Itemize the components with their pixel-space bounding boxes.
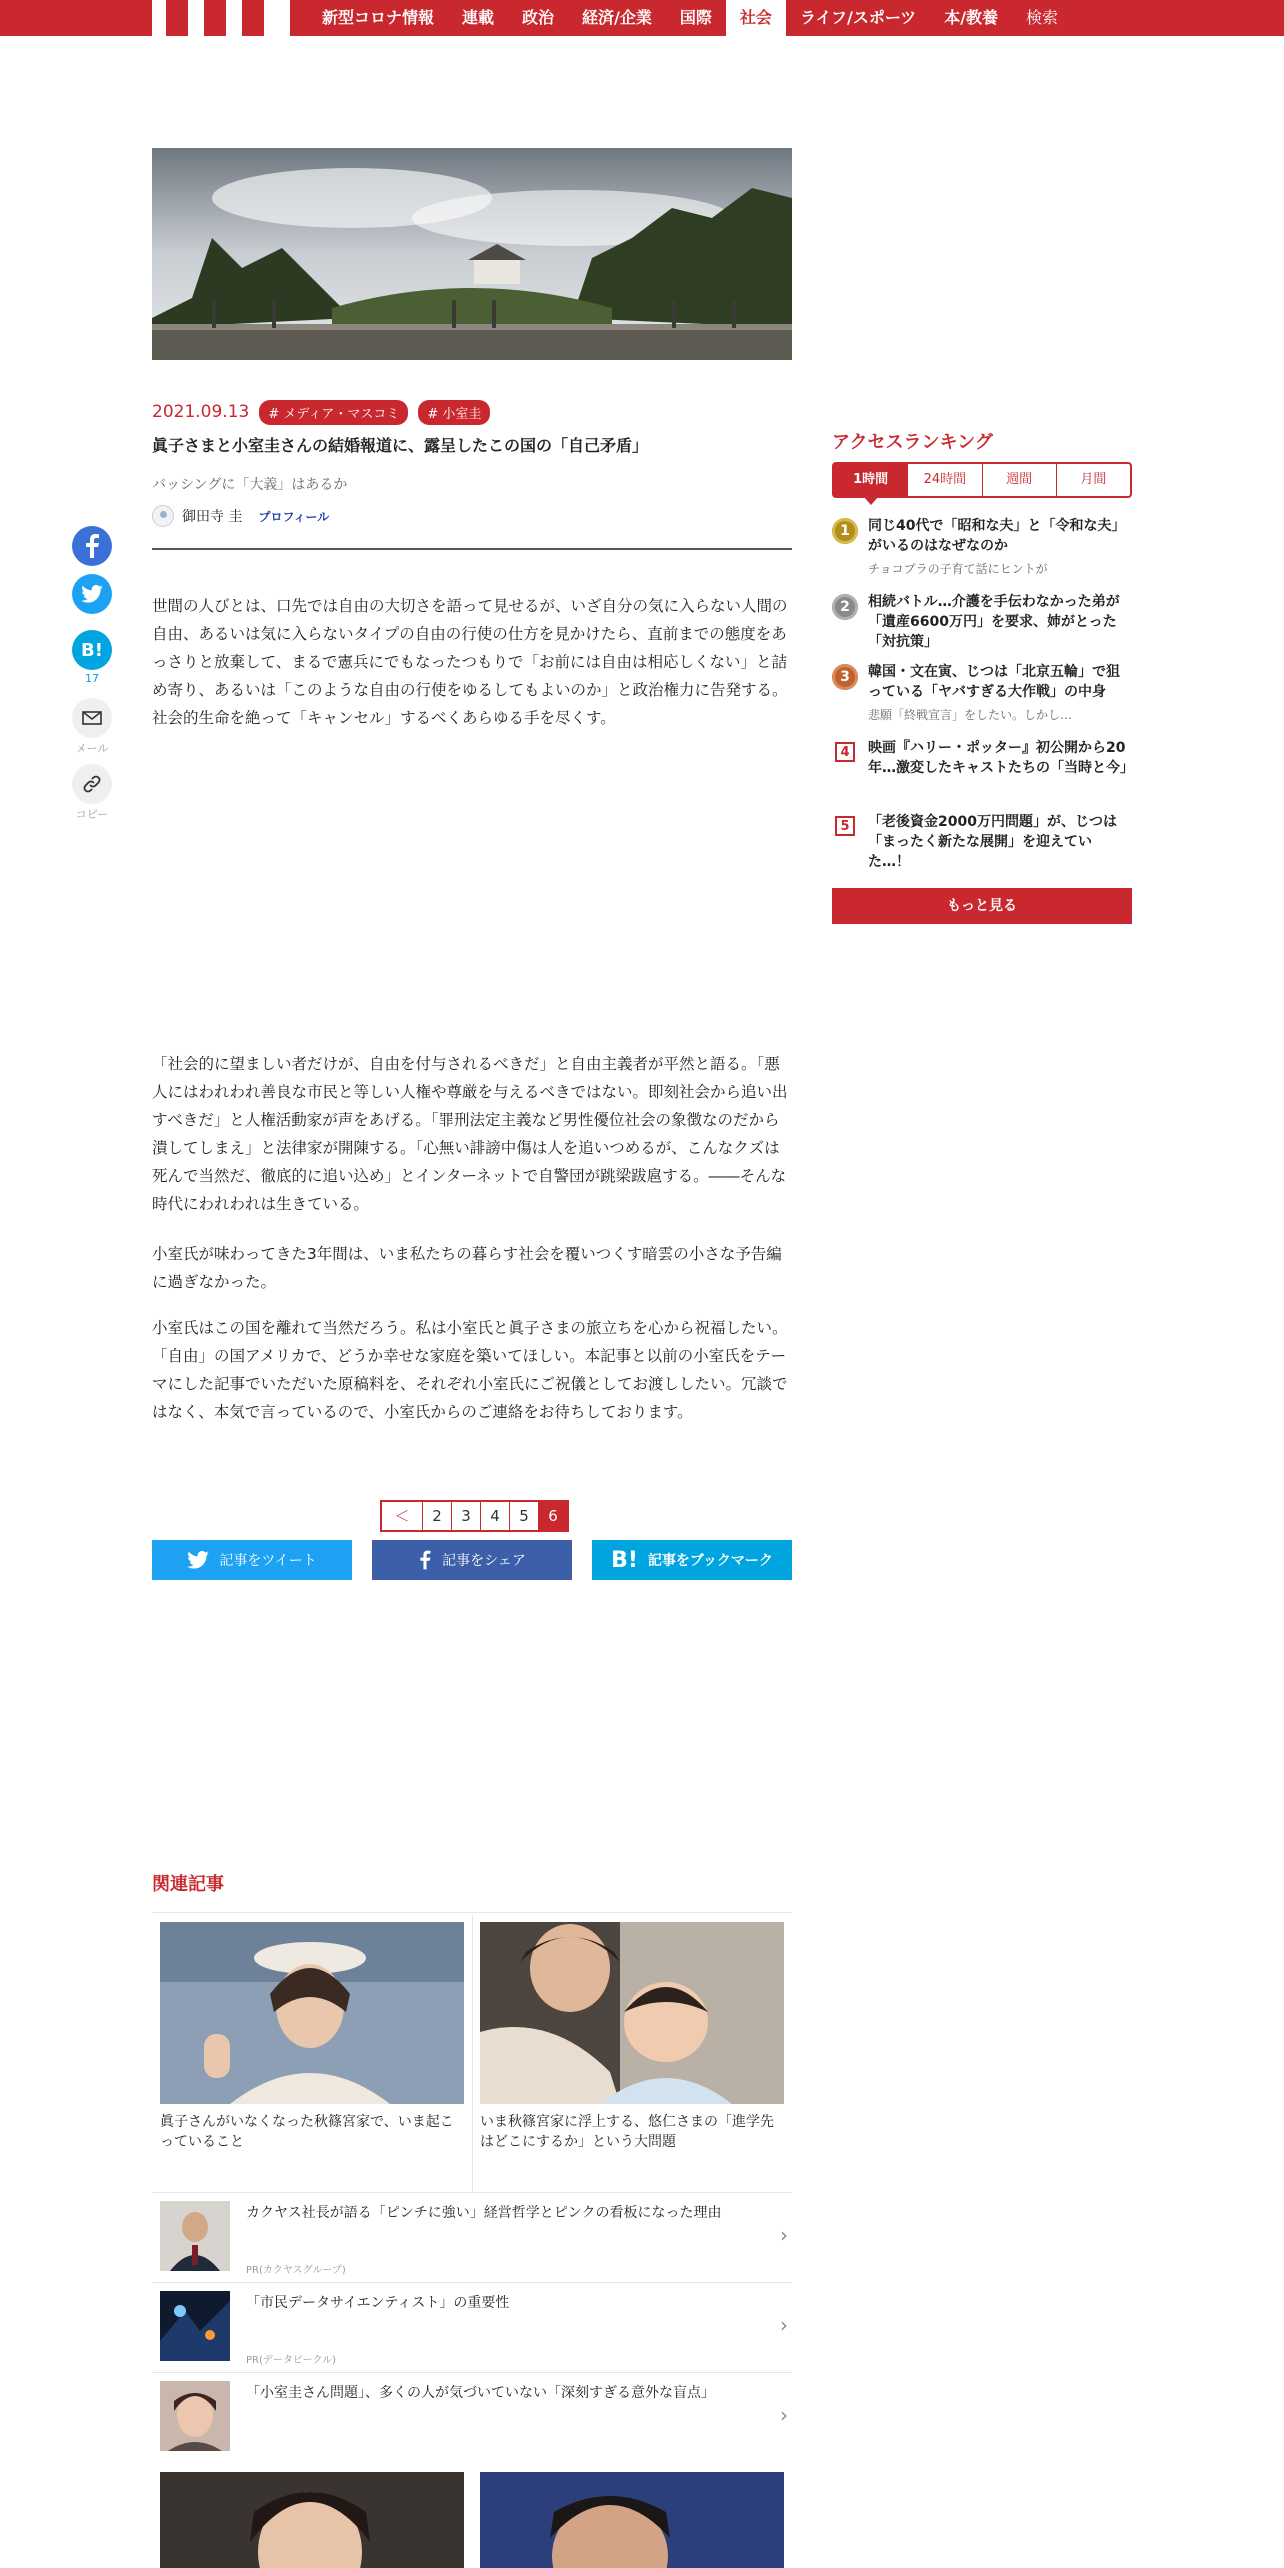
share-button-label: 記事をシェア [442, 1553, 526, 1569]
related-list-thumb [160, 2381, 230, 2451]
ranking-tabs [832, 462, 1132, 498]
related-card-image [160, 1922, 464, 2104]
article-paragraph: 小室氏はこの国を離れて当然だろう。私は小室氏と眞子さまの旅立ちを心から祝福したい。「自由」の国アメリカで、どうか幸せな家庭を築いてほしい。本記事と以前の小室氏をテーマにした記事でいただいた原稿料を、それぞれ小室氏にご祝儀としてお渡ししたい。冗談ではなく、本気で言っているので、小室氏からのご連絡をお待ちしております。 [152, 1319, 788, 1421]
twitter-icon [72, 574, 112, 614]
author-name: 御田寺 圭 [182, 509, 243, 525]
ranking-headline: 相続バトル…介護を手伝わなかった弟が「遺産6600万円」を要求、姉がとった「対抗策」 [868, 594, 1120, 650]
site-logo[interactable] [152, 0, 290, 36]
rank-badge: 1 [832, 518, 858, 544]
article-paragraph: 小室氏が味わってきた3年間は、いま私たちの暮らす社会を覆いつくす暗雲の小さな予告編に過ぎなかった。 [152, 1245, 782, 1291]
related-title: 関連記事 [152, 1874, 224, 1895]
pagination-page[interactable]: 5 [509, 1502, 538, 1530]
ranking-headline: 「老後資金2000万円問題」が、じつは「まったく新たな展開」を迎えていた…！ [868, 814, 1117, 870]
related-divider [152, 1912, 792, 1913]
related-card-divider [472, 1916, 473, 2192]
share-mail[interactable] [70, 698, 114, 756]
tweet-button[interactable] [152, 1540, 352, 1580]
main-nav [308, 0, 1072, 36]
related-list-item[interactable] [152, 2372, 792, 2462]
ranking-item[interactable] [832, 812, 1132, 872]
related-card-image[interactable] [160, 2472, 464, 2568]
pr-label: PR(カクヤスグループ) [246, 2265, 346, 2276]
twitter-icon [187, 1551, 209, 1569]
nav-item-corona[interactable]: 新型コロナ情報 [322, 8, 435, 27]
share-copy-link[interactable] [70, 764, 114, 822]
ranking-item[interactable] [832, 516, 1132, 577]
rank-badge: 2 [832, 594, 858, 620]
related-list-text: カクヤス社長が語る「ピンチに強い」経営哲学とピンクの看板になった理由 [246, 2205, 722, 2221]
related-card-caption: 眞子さんがいなくなった秋篠宮家で、いま起こっていること [160, 2114, 454, 2150]
nav-item-politics[interactable]: 政治 [522, 8, 555, 27]
top-nav-bar [0, 0, 1284, 36]
chevron-right-icon: › [780, 2313, 788, 2337]
related-list-text: 「小室圭さん問題」、多くの人が気づいていない「深刻すぎる意外な盲点」 [246, 2385, 715, 2401]
ranking-sub: チョコプラの子育て話にヒントが [868, 562, 1048, 576]
ranking-sub: 悲願「終戦宣言」をしたい。しかし… [868, 708, 1073, 722]
bookmark-button-label: 記事をブックマーク [647, 1553, 773, 1569]
rank-badge: 5 [835, 816, 855, 836]
pagination-page[interactable]: 2 [422, 1502, 451, 1530]
title-divider [152, 548, 792, 550]
nav-item-economy[interactable]: 経済/企業 [582, 8, 652, 27]
author-avatar [152, 505, 174, 527]
article-paragraph: 「社会的に望ましい者だけが、自由を付与されるべきだ」と自由主義者が平然と語る。「悪人にはわれわれ善良な市民と等しい人権や尊厳を与えるべきではない。即刻社会から追い出すべきだ」と人権活動家が声をあげる。「罪刑法定主義など男性優位社会の象徴なのだから潰してしまえ」と法律家が開陳する。「心無い誹謗中傷は人を追いつめるが、こんなクズは死んで当然だ、徹底的に追い込め」とインターネットで自警団が跳梁跋扈する。――そんな時代にわれわれは生きている。 [152, 1055, 788, 1213]
profile-link[interactable]: プロフィール [258, 509, 330, 524]
pagination-page[interactable]: 3 [451, 1502, 480, 1530]
related-card-image[interactable] [480, 2472, 784, 2568]
related-list-item[interactable] [152, 2192, 792, 2282]
ranking-tab-month[interactable]: 月間 [1056, 464, 1130, 496]
ranking-tab-1h[interactable]: 1時間 [834, 464, 907, 496]
ranking-item[interactable] [832, 662, 1132, 723]
nav-search-link[interactable]: 検索 [1026, 8, 1059, 27]
share-hatena[interactable] [70, 630, 114, 685]
facebook-icon [72, 526, 112, 566]
related-list-thumb [160, 2291, 230, 2361]
hatena-count: 17 [85, 672, 99, 685]
nav-item-society[interactable]: 社会 [726, 0, 786, 36]
share-facebook[interactable] [70, 526, 114, 566]
author-line [152, 504, 329, 528]
hatena-bookmark-icon: B! [72, 630, 112, 670]
article-date: 2021.09.13 [152, 402, 250, 422]
hatena-bookmark-icon: B! [611, 1547, 638, 1573]
copy-label: コピー [75, 808, 109, 821]
mail-icon [72, 698, 112, 738]
nav-item-books[interactable]: 本/教養 [944, 8, 999, 27]
ranking-headline: 映画『ハリー・ポッター』初公開から20年…激変したキャストたちの「当時と今」 [868, 740, 1134, 776]
chevron-right-icon: › [780, 2223, 788, 2247]
pagination-current-page[interactable]: 6 [538, 1502, 567, 1530]
ranking-item[interactable] [832, 738, 1132, 778]
nav-item-life-sports[interactable]: ライフ/スポーツ [799, 8, 917, 27]
link-icon [72, 764, 112, 804]
nav-item-series[interactable]: 連載 [462, 8, 495, 27]
pagination-page[interactable]: 4 [480, 1502, 509, 1530]
tweet-button-label: 記事をツイート [219, 1553, 317, 1569]
ranking-tab-week[interactable]: 週間 [982, 464, 1056, 496]
pagination [380, 1500, 569, 1532]
ranking-title: アクセスランキング [832, 432, 993, 453]
ranking-more-button[interactable]: もっと見る [832, 888, 1132, 924]
tag-media[interactable]: # メディア・マスコミ [259, 400, 408, 425]
hero-image [152, 148, 792, 360]
article-paragraph: 世間の人びとは、口先では自由の大切さを語って見せるが、いざ自分の気に入らない人間の自由、あるいは気に入らないタイプの自由の行使の仕方を見かけたら、直前までの態度をあっさりと放棄して、まるで憲兵にでもなったつもりで「お前には自由は相応しくない」と詰め寄り、あるいは「このような自由の行使をゆるしてもよいのか」と政治権力に告発する。社会的生命を絶って「キャンセル」するべくあらゆる手を尽くす。 [152, 597, 788, 727]
facebook-icon [418, 1548, 432, 1572]
ranking-headline: 韓国・文在寅、じつは「北京五輪」で狙っている「ヤバすぎる大作戦」の中身 [868, 664, 1120, 700]
pr-label: PR(データビークル) [246, 2355, 337, 2366]
article-subtitle: バッシングに「大義」はあるか [152, 477, 348, 493]
related-list-thumb [160, 2201, 230, 2271]
article-title: 眞子さまと小室圭さんの結婚報道に、露呈したこの国の「自己矛盾」 [152, 436, 649, 455]
facebook-share-button[interactable] [372, 1540, 572, 1580]
chevron-right-icon: › [780, 2403, 788, 2427]
ranking-item[interactable] [832, 592, 1132, 652]
nav-item-international[interactable]: 国際 [679, 8, 712, 27]
pagination-prev[interactable]: ＜ [394, 1507, 410, 1525]
related-card-image [480, 1922, 784, 2104]
rank-badge: 4 [835, 742, 855, 762]
related-card-caption: いま秋篠宮家に浮上する、悠仁さまの「進学先はどこにするか」という大問題 [480, 2114, 774, 2150]
related-card[interactable] [480, 1922, 784, 2152]
hatena-bookmark-button[interactable] [592, 1540, 792, 1580]
ranking-tab-24h[interactable]: 24時間 [907, 464, 981, 496]
related-list-text: 「市民データサイエンティスト」の重要性 [246, 2295, 510, 2311]
tag-komuro[interactable]: # 小室圭 [418, 400, 490, 425]
mail-label: メール [75, 742, 109, 755]
related-list-item[interactable] [152, 2282, 792, 2372]
article-meta [152, 398, 792, 426]
ranking-headline: 同じ40代で「昭和な夫」と「令和な夫」がいるのはなぜなのか [868, 518, 1126, 554]
rank-badge: 3 [832, 664, 858, 690]
share-twitter[interactable] [70, 574, 114, 614]
related-card[interactable] [160, 1922, 464, 2152]
